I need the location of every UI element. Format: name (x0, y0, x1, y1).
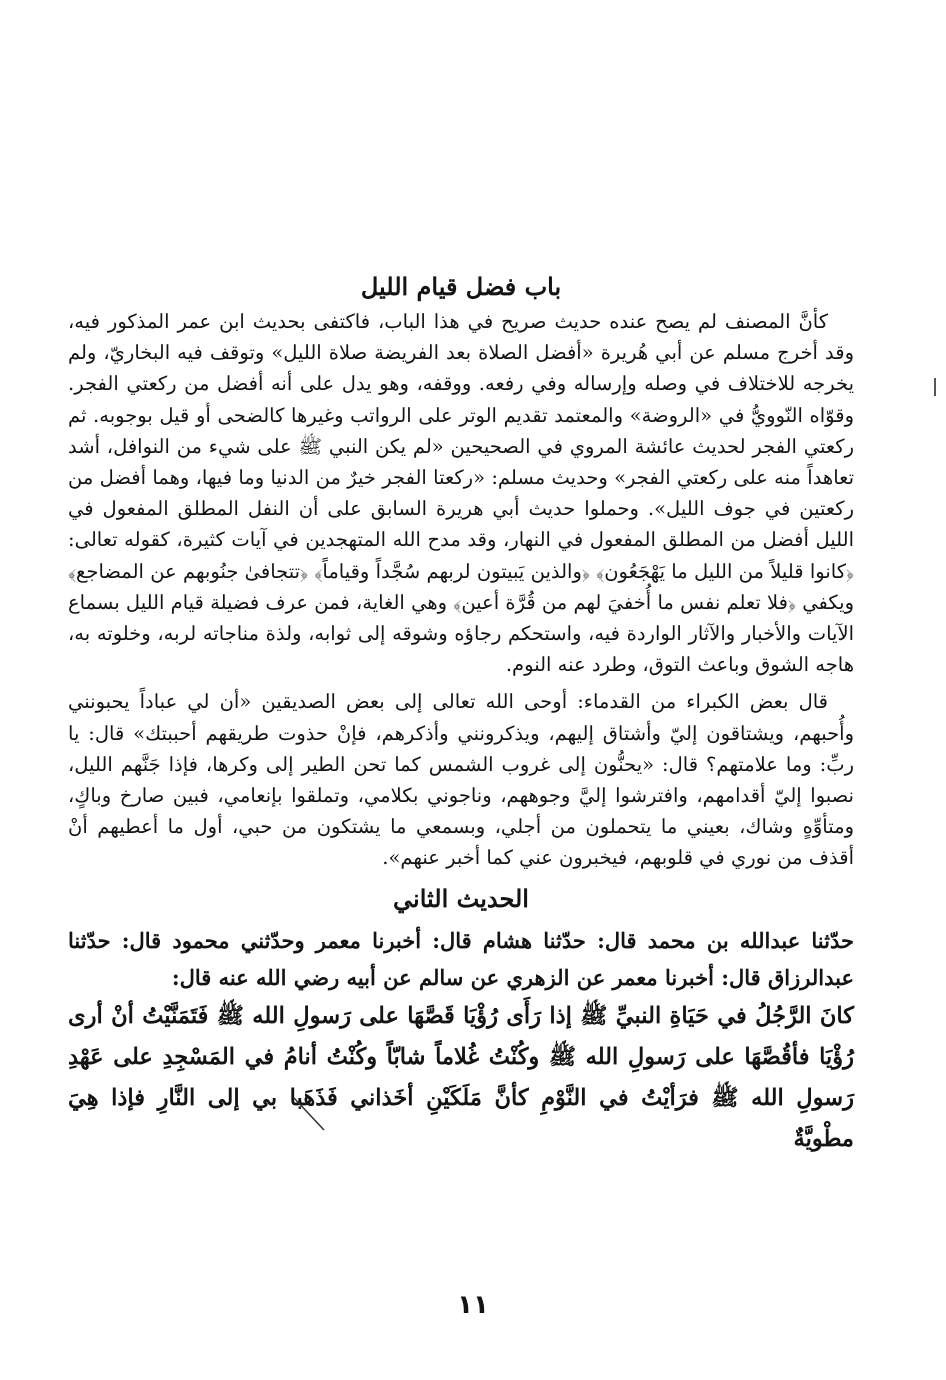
hadith-matn: كانَ الرَّجُلُ في حَيَاةِ النبيِّ ﷺ إذا رَأَى رُؤْيَا قَصَّهَا على رَسولِ الله ﷺ فَتَمَنَّيْتُ أنْ أرى رُؤْيَا فأقُصَّهَا على رَسولِ الله ﷺ وكُنْتُ غُلاماً شابّاً وكُنْتُ أنامُ في المَسْجِدِ على عَهْدِ رَسولِ الله ﷺ فرَأيْتُ في النَّوْمِ كأنَّ مَلَكَيْنِ أخَذاني فَذَهَبا بي إلى النَّارِ فإذا هِيَ مطْويَّةٌ (68, 1002, 854, 1152)
page-number: ١١ (457, 1290, 489, 1320)
pen-stroke-mark (290, 1094, 330, 1134)
page-text (68, 270, 854, 1160)
hadith-title: الحديث الثاني (393, 883, 529, 913)
hadith-isnad: حدّثنا عبدالله بن محمد قال: حدّثنا هشام قال: أخبرنا معمر وحدّثني محمود قال: حدّثنا عبدالرزاق قال: أخبرنا معمر عن الزهري عن سالم عن أبيه رضي الله عنه قال: (68, 927, 854, 990)
margin-mark (934, 378, 936, 396)
commentary-paragraph-1: كأنَّ المصنف لم يصح عنده حديث صريح في هذا الباب، فاكتفى بحديث ابن عمر المذكور فيه، وقد أخرج مسلم عن أبي هُريرة «أفضل الصلاة بعد الفريضة صلاة الليل» وتوقف فيه البخاريّ، ولم يخرجه للاختلاف في وصله وإرساله وفي رفعه. ووقفه، وهو يدل على أنه أفضل من ركعتي الفجر. وقوّاه النّوويُّ في «الروضة» والمعتمد تقديم الوتر على الرواتب وغيرها كالضحى أو قيل بوجوبه. ثم ركعتي الفجر لحديث عائشة المروي في الصحيحين «لم يكن النبي ﷺ على شيء من النوافل، أشد تعاهداً منه على ركعتي الفجر» وحديث مسلم: «ركعتا الفجر خيرٌ من الدنيا وما فيها، وهما أفضل من ركعتين في جوف الليل». وحملوا حديث أبي هريرة السابق على أن النفل المطلق المفعول في الليل أفضل من المطلق المفعول في النهار، وقد مدح الله المتهجدين في آيات كثيرة، كقوله تعالى: ﴿كانوا قليلاً من الليل ما يَهْجَعُون﴾ ﴿والذين يَبيتون لربهم سُجَّداً وقياماً﴾ ﴿تتجافىٰ جنُوبهم عن المضاجع﴾ ويكفي ﴿فلا تعلم نفس ما أُخفيَ لهم من قُرَّة أعين﴾ وهي الغاية، فمن عرف فضيلة قيام الليل بسماع الآيات والأخبار والآثار الواردة فيه، واستحكم رجاؤه وشوقه إلى ثوابه، ولذة مناجاته لربه، وخلوته به، هاجه الشوق وباعث التوق، وطرد عنه النوم. (68, 310, 854, 677)
section-title: باب فضل قيام الليل (360, 272, 562, 301)
commentary-paragraph-2: قال بعض الكبراء من القدماء: أوحى الله تعالى إلى بعض الصديقين «أن لي عباداً يحبونني وأُحبهم، ويشتاقون إليّ وأشتاق إليهم، ويذكرونني وأذكرهم، فإنْ حذوت طريقهم أحببتك» قال: يا ربِّ: وما علامتهم؟ قال: «يحنُّون إلى غروب الشمس كما تحن الطير إلى وكرها، فإذا جَنَّهم الليل، نصبوا إليّ أقدامهم، وافترشوا إليَّ وجوههم، وناجوني بكلامي، وتملقوا بإنعامي، فبين صارخ وباكٍ، ومتأوِّهٍ وشاك، بعيني ما يتحملون من أجلي، وبسمعي ما يشتكون من حبي، أول ما أعطيهم أنْ أقذف من نوري في قلوبهم، فيخبرون عني كما أخبر عنهم». (68, 690, 854, 870)
